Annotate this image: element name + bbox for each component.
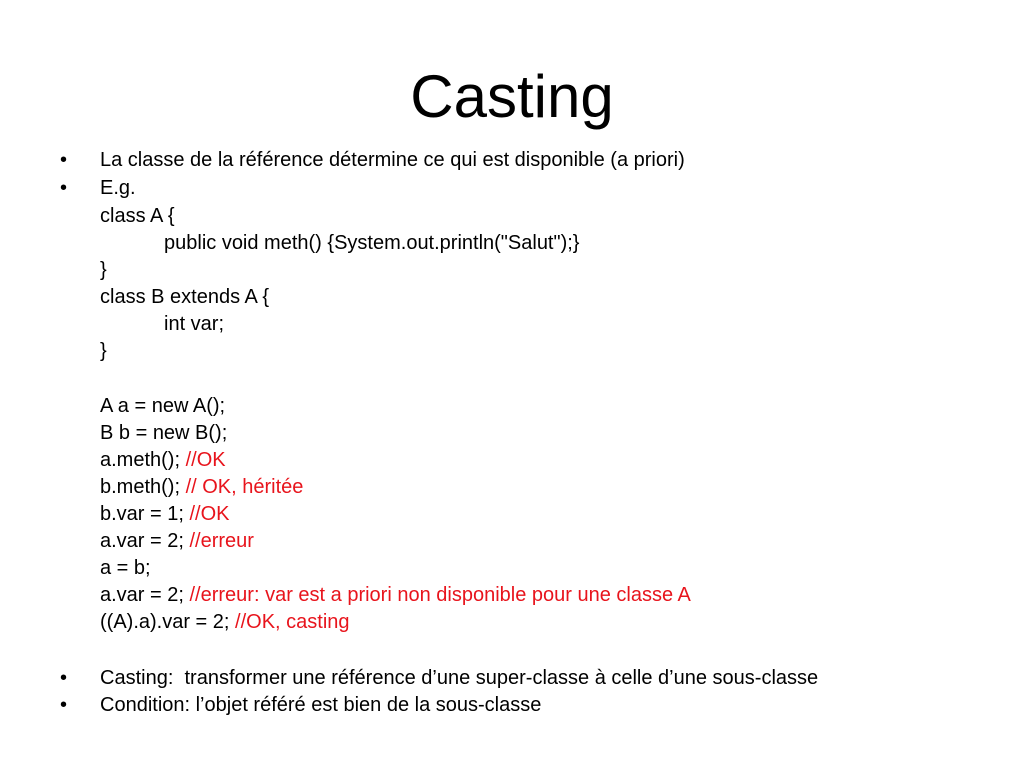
- code-line: class B extends A {: [100, 286, 269, 308]
- code-statement: a.var = 2;: [100, 530, 190, 552]
- bullet-marker: •: [60, 149, 68, 171]
- code-statement: b.meth();: [100, 476, 186, 498]
- code-line: A a = new A();: [100, 395, 226, 417]
- code-statement: a.meth();: [100, 449, 186, 471]
- code-line: int var;: [164, 313, 225, 335]
- bullet-marker: •: [60, 667, 68, 689]
- code-line: [100, 583, 691, 607]
- code-comment: // OK, héritée: [185, 476, 304, 498]
- code-line: public void meth() {System.out.println("Salut");}: [164, 232, 580, 254]
- bullet-text-eg: E.g.: [100, 177, 136, 199]
- bullet-marker: •: [60, 177, 68, 199]
- code-line: [100, 448, 226, 472]
- code-comment: //OK, casting: [235, 611, 350, 633]
- code-comment: //erreur: [189, 530, 254, 552]
- code-line: a = b;: [100, 557, 151, 579]
- code-line: [100, 610, 350, 634]
- code-statement: ((A).a).var = 2;: [100, 611, 236, 633]
- bullet-text-casting-definition: Casting: transformer une référence d’une super-classe à celle d’une sous-classe: [100, 667, 819, 689]
- code-line: B b = new B();: [100, 422, 228, 444]
- slide-title: Casting: [410, 63, 614, 130]
- code-line: [100, 475, 303, 499]
- code-line: }: [100, 340, 107, 362]
- code-line: [100, 529, 254, 553]
- code-comment: //OK: [185, 449, 226, 471]
- code-line: class A {: [100, 205, 175, 227]
- bullet-text-condition: Condition: l’objet référé est bien de la sous-classe: [100, 694, 542, 716]
- code-comment: //erreur: var est a priori non disponible pour une classe A: [189, 584, 691, 606]
- code-line: }: [100, 259, 107, 281]
- code-comment: //OK: [189, 503, 230, 525]
- code-line: [100, 502, 230, 526]
- code-statement: a.var = 2;: [100, 584, 190, 606]
- bullet-marker: •: [60, 694, 68, 716]
- code-statement: b.var = 1;: [100, 503, 190, 525]
- bullet-text-reference-class: La classe de la référence détermine ce qui est disponible (a priori): [100, 149, 685, 171]
